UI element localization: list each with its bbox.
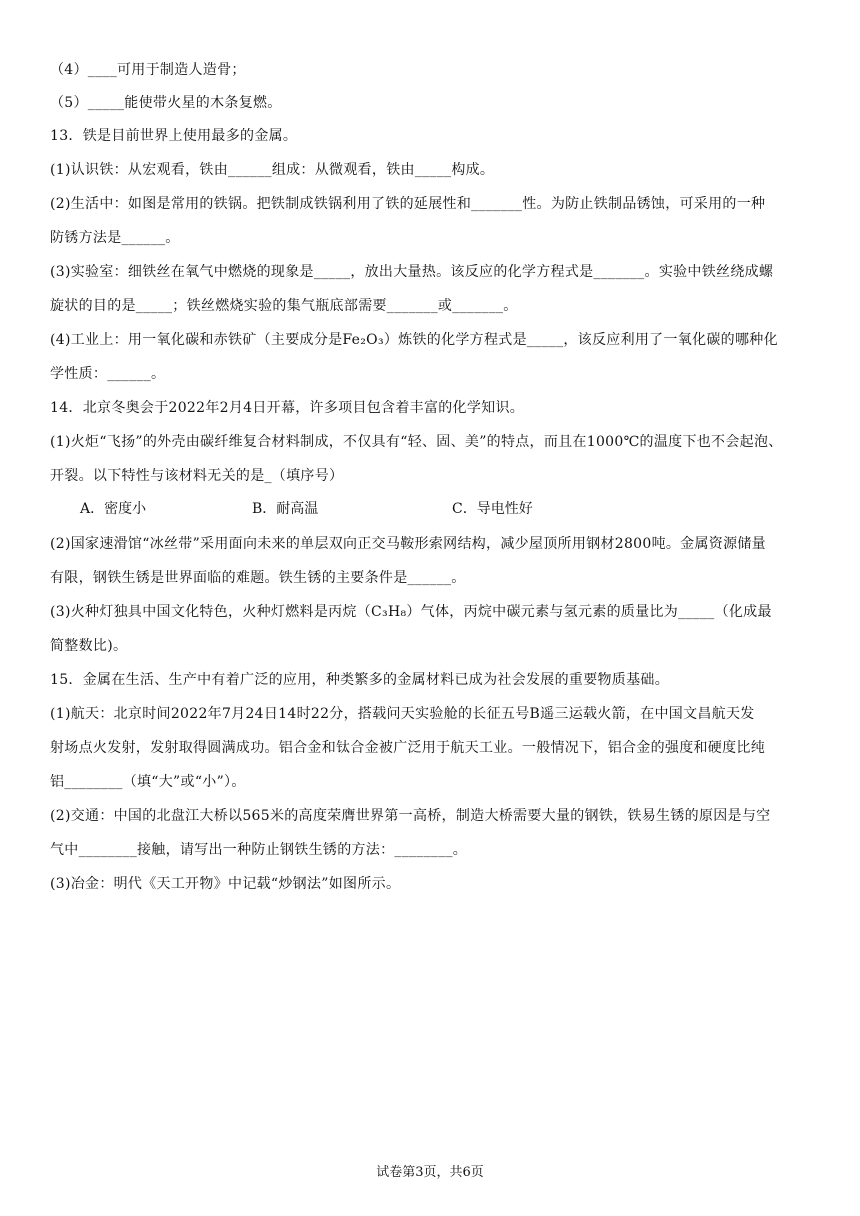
q14-part-2-line-2: 有限，钢铁生锈是世界面临的难题。铁生锈的主要条件是______。 xyxy=(50,570,466,586)
q14-title: 14．北京冬奥会于2022年2月4日开幕，许多项目包含着丰富的化学知识。 xyxy=(50,400,525,416)
q14-part-1-line-2: 开裂。以下特性与该材料无关的是_（填序号） xyxy=(50,468,344,484)
q14-part-1-line-1: (1)火炬“飞扬”的外壳由碳纤维复合材料制成，不仅具有“轻、固、美”的特点，而且在1000℃的温度下也不会起泡、 xyxy=(50,434,783,450)
q15-part-1-line-3: 铝________（填“大”或“小”）。 xyxy=(50,774,246,790)
q13-part-4-line-1: (4)工业上：用一氧化碳和赤铁矿（主要成分是Fe₂O₃）炼铁的化学方程式是_____，该反应利用了一氧化碳的哪种化 xyxy=(50,332,778,348)
q13-title: 13．铁是目前世界上使用最多的金属。 xyxy=(50,128,298,144)
q14-option-b: B．耐高温 xyxy=(252,501,319,517)
q13-part-3-line-1: (3)实验室：细铁丝在氧气中燃烧的现象是_____，放出大量热。该反应的化学方程式是_______。实验中铁丝绕成螺 xyxy=(50,264,774,280)
q13-part-2-line-1: (2)生活中：如图是常用的铁锅。把铁制成铁锅利用了铁的延展性和_______性。为防止铁制品锈蚀，可采用的一种 xyxy=(50,196,766,212)
q14-option-c: C．导电性好 xyxy=(452,501,533,517)
q15-part-2-line-2: 气中________接触，请写出一种防止钢铁生锈的方法：________。 xyxy=(50,842,468,858)
q15-part-3: (3)冶金：明代《天工开物》中记载“炒钢法”如图所示。 xyxy=(50,876,401,892)
q12-item-5: （5）_____能使带火星的木条复燃。 xyxy=(50,95,282,111)
q15-title: 15．金属在生活、生产中有着广泛的应用，种类繁多的金属材料已成为社会发展的重要物质基础。 xyxy=(50,672,670,688)
q13-part-1: (1)认识铁：从宏观看，铁由______组成：从微观看，铁由_____构成。 xyxy=(50,162,495,178)
q13-part-2-line-2: 防锈方法是______。 xyxy=(50,230,180,246)
q14-option-a: A．密度小 xyxy=(80,501,147,517)
q15-part-2-line-1: (2)交通：中国的北盘江大桥以565米的高度荣膺世界第一高桥，制造大桥需要大量的钢铁，铁易生锈的原因是与空 xyxy=(50,808,771,824)
q15-part-1-line-2: 射场点火发射，发射取得圆满成功。铝合金和钛合金被广泛用于航天工业。一般情况下，铝合金的强度和硬度比纯 xyxy=(50,740,765,756)
q12-item-4: （4）____可用于制造人造骨； xyxy=(50,62,246,78)
page-footer: 试卷第3页，共6页 xyxy=(376,1165,484,1180)
q15-part-1-line-1: (1)航天：北京时间2022年7月24日14时22分，搭载问天实验舱的长征五号B遥三运载火箭，在中国文昌航天发 xyxy=(50,706,755,722)
q14-part-2-line-1: (2)国家速滑馆“冰丝带”采用面向未来的单层双向正交马鞍形索网结构，减少屋顶所用钢材2800吨。金属资源储量 xyxy=(50,536,766,552)
q14-part-3-line-1: (3)火种灯独具中国文化特色，火种灯燃料是丙烷（C₃H₈）气体，丙烷中碳元素与氢元素的质量比为_____（化成最 xyxy=(50,604,772,620)
q13-part-3-line-2: 旋状的目的是_____；铁丝燃烧实验的集气瓶底部需要_______或_______。 xyxy=(50,298,518,314)
q13-part-4-line-2: 学性质：______。 xyxy=(50,366,166,382)
q14-part-3-line-2: 简整数比)。 xyxy=(50,638,128,654)
